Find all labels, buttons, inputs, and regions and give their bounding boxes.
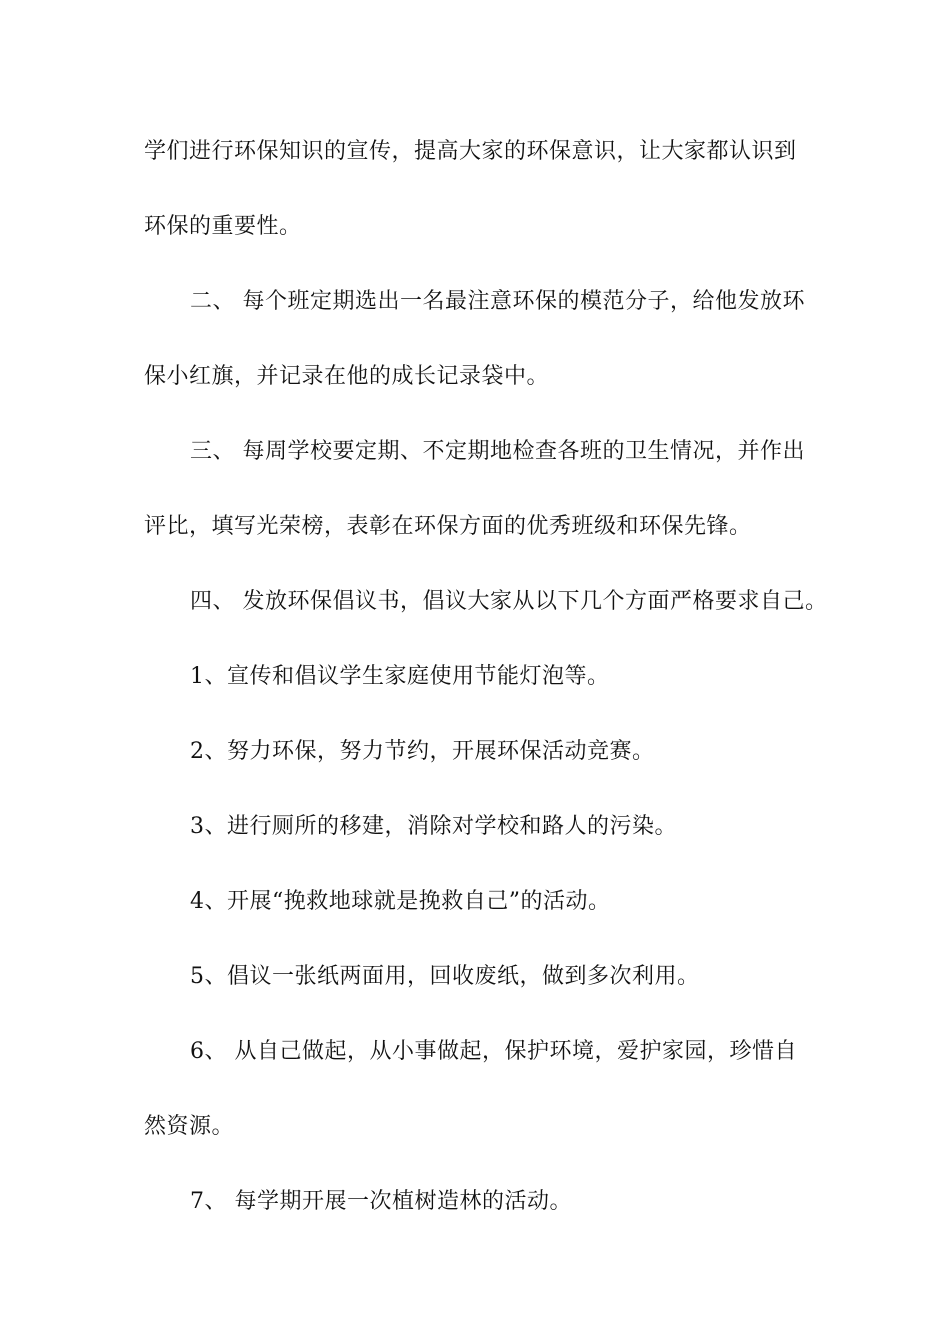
- paragraph-line: 环保的重要性。: [144, 214, 302, 239]
- list-item-heading: 三、 每周学校要定期、不定期地检查各班的卫生情况，并作出: [190, 439, 805, 464]
- list-item: 1、宣传和倡议学生家庭使用节能灯泡等。: [190, 664, 610, 689]
- list-item-heading: 四、 发放环保倡议书，倡议大家从以下几个方面严格要求自己。: [190, 589, 828, 614]
- list-item: 6、 从自己做起，从小事做起，保护环境，爱护家园，珍惜自: [190, 1039, 797, 1064]
- list-item: 7、 每学期开展一次植树造林的活动。: [190, 1189, 572, 1214]
- paragraph-line: 保小红旗，并记录在他的成长记录袋中。: [144, 364, 550, 389]
- list-item: 3、进行厕所的移建，消除对学校和路人的污染。: [190, 814, 677, 839]
- list-item: 5、倡议一张纸两面用，回收废纸，做到多次利用。: [190, 964, 700, 989]
- list-item-heading: 二、 每个班定期选出一名最注意环保的模范分子，给他发放环: [190, 289, 805, 314]
- paragraph-line: 评比，填写光荣榜，表彰在环保方面的优秀班级和环保先锋。: [144, 514, 752, 539]
- paragraph-line: 学们进行环保知识的宣传，提高大家的环保意识，让大家都认识到: [144, 139, 797, 164]
- list-item: 4、开展“挽救地球就是挽救自己”的活动。: [190, 889, 611, 914]
- paragraph-line: 然资源。: [144, 1114, 235, 1139]
- list-item: 2、努力环保，努力节约，开展环保活动竞赛。: [190, 739, 655, 764]
